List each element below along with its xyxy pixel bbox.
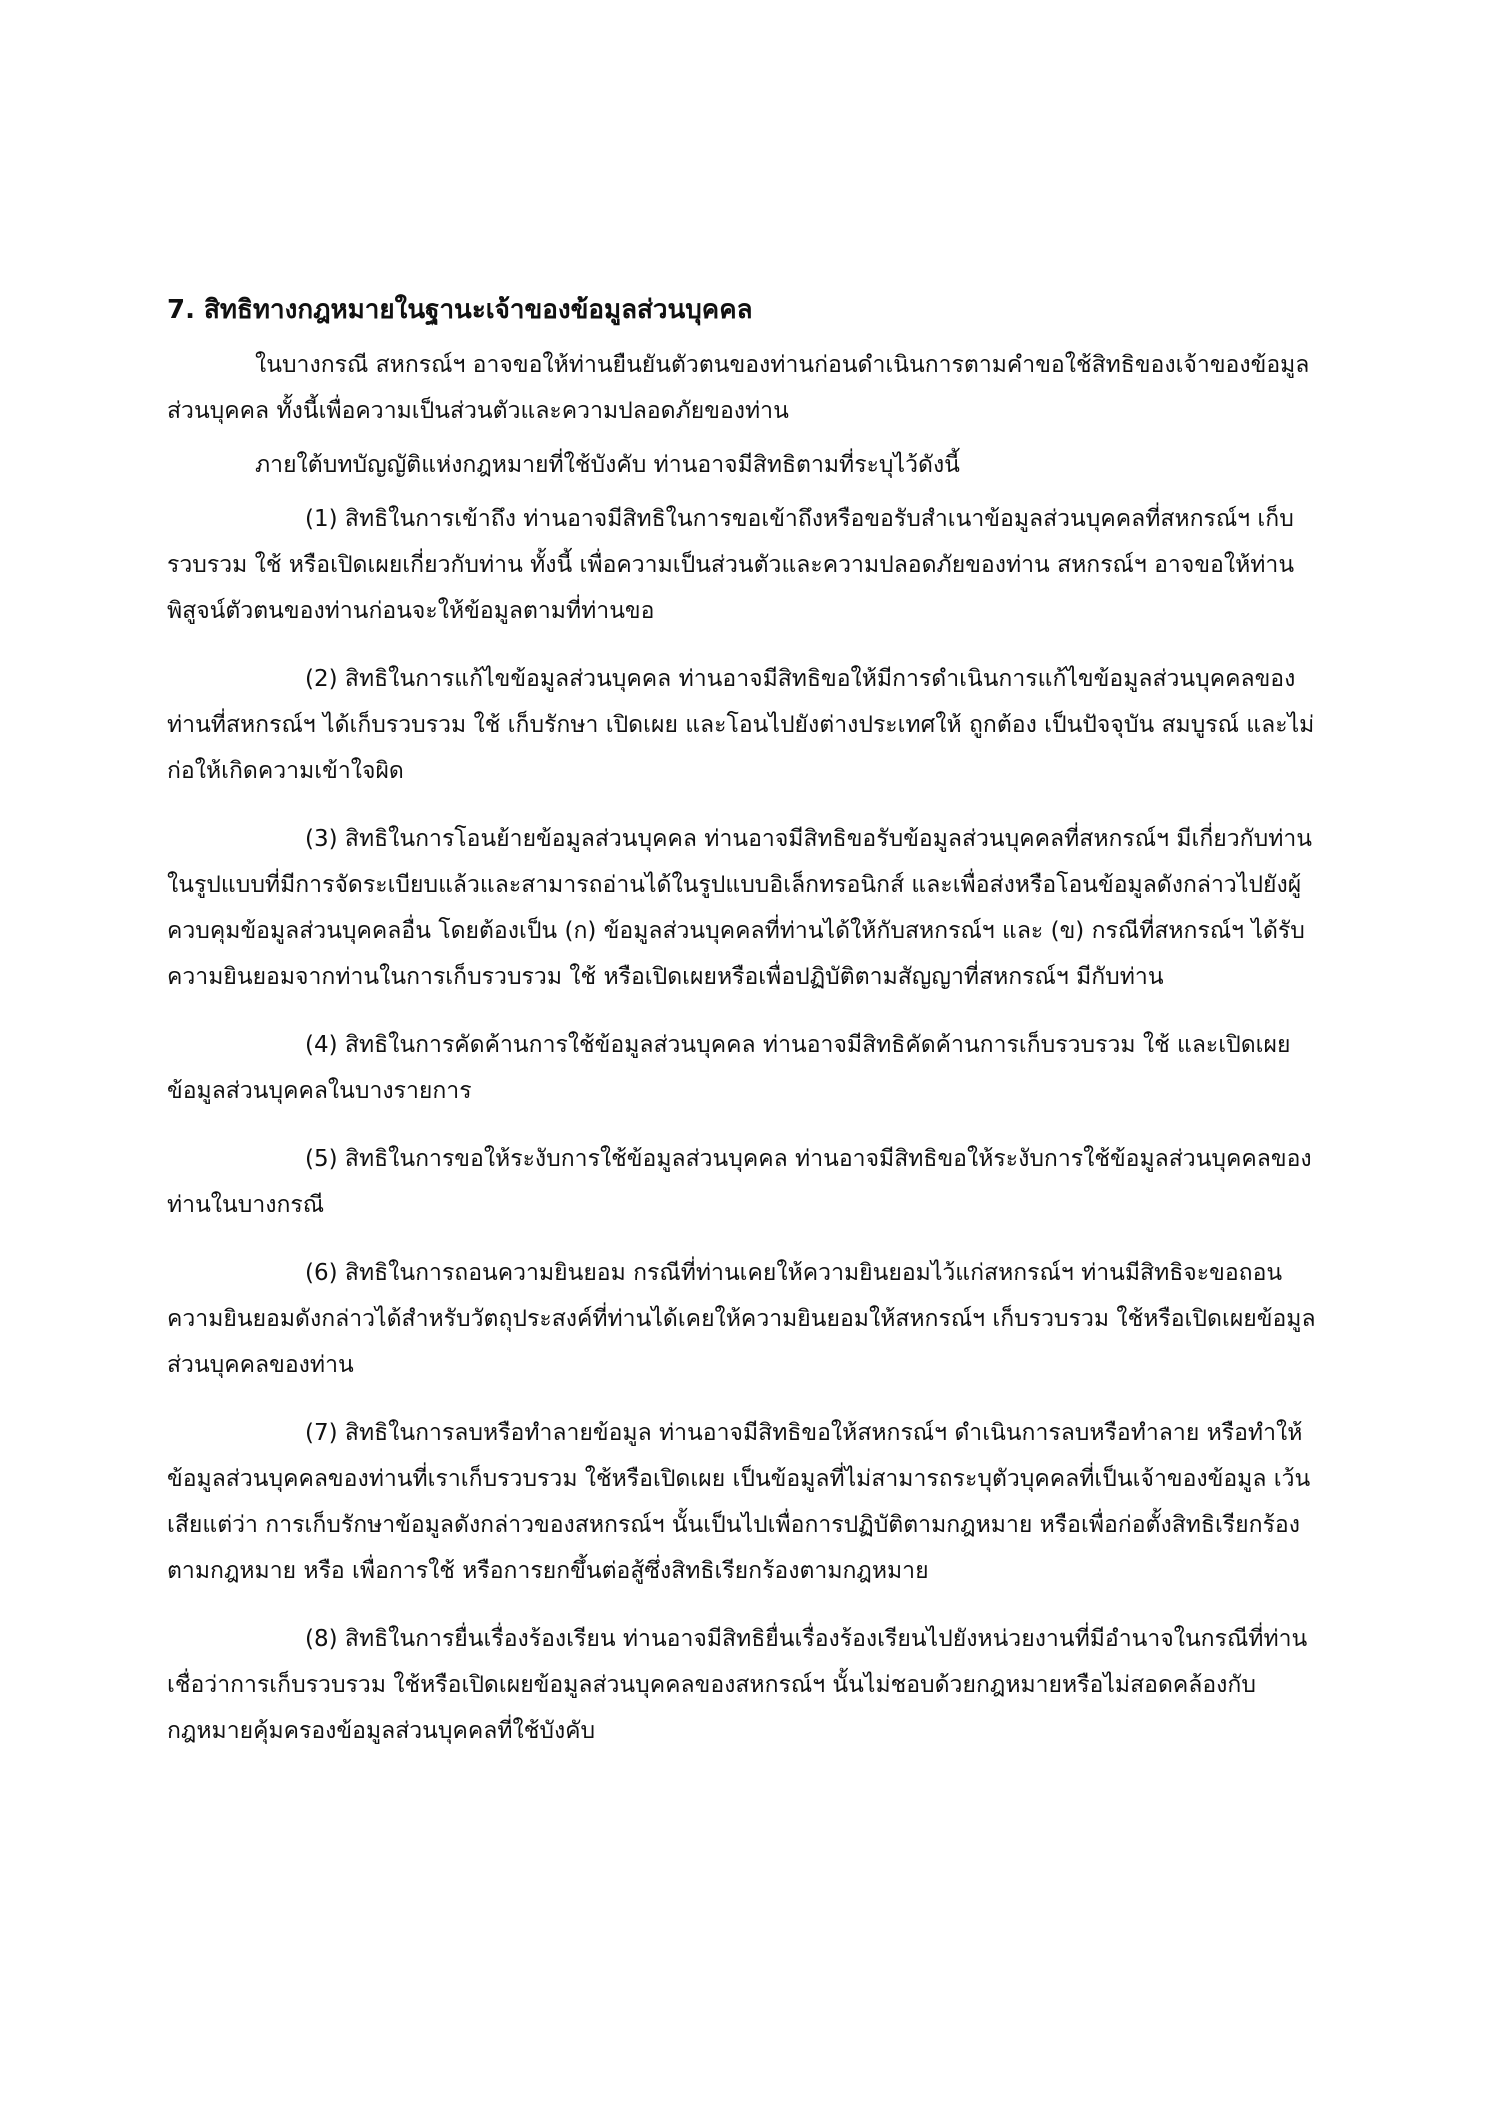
item-number: (2): [305, 666, 338, 692]
right-item-2: [167, 656, 1327, 794]
item-body: ท่านอาจมีสิทธิขอให้มีการดำเนินการแก้ไขข้อมูลส่วนบุคคลของท่านที่สหกรณ์ฯ ได้เก็บรวบรวม ใช้ เก็บรักษา เปิดเผย และโอนไปยังต่างประเทศให้ ถูกต้อง เป็นปัจจุบัน สมบูรณ์ และไม่ก่อให้เกิดความเข้าใจผิด: [167, 666, 1315, 784]
item-body: ท่านอาจมีสิทธิขอให้ระงับการใช้ข้อมูลส่วนบุคคลของท่านในบางกรณี: [167, 1146, 1312, 1218]
right-item-3: [167, 816, 1327, 1000]
intro-paragraph: ในบางกรณี สหกรณ์ฯ อาจขอให้ท่านยืนยันตัวตนของท่านก่อนดำเนินการตามคำขอใช้สิทธิของเจ้าของข้อมูลส่วนบุคคล ทั้งนี้เพื่อความเป็นส่วนตัวและความปลอดภัยของท่าน: [167, 352, 1310, 424]
right-item-8: [167, 1616, 1327, 1754]
right-item-1: [167, 496, 1327, 634]
item-number: (3): [305, 826, 338, 852]
item-title: สิทธิในการลบหรือทำลายข้อมูล: [344, 1420, 652, 1446]
item-title: สิทธิในการขอให้ระงับการใช้ข้อมูลส่วนบุคคล: [344, 1146, 788, 1172]
right-item-7: [167, 1410, 1327, 1594]
item-body: ท่านอาจมีสิทธิในการขอเข้าถึงหรือขอรับสำเนาข้อมูลส่วนบุคคลที่สหกรณ์ฯ เก็บรวบรวม ใช้ หรือเปิดเผยเกี่ยวกับท่าน ทั้งนี้ เพื่อความเป็นส่วนตัวและความปลอดภัยของท่าน สหกรณ์ฯ อาจขอให้ท่านพิสูจน์ตัวตนของท่านก่อนจะให้ข้อมูลตามที่ท่านขอ: [167, 506, 1295, 624]
item-title: สิทธิในการเข้าถึง: [344, 506, 516, 532]
item-body: กรณีที่ท่านเคยให้ความยินยอมไว้แก่สหกรณ์ฯ ท่านมีสิทธิจะขอถอนความยินยอมดังกล่าวได้สำหรับวัตถุประสงค์ที่ท่านได้เคยให้ความยินยอมให้สหกรณ์ฯ เก็บรวบรวม ใช้หรือเปิดเผยข้อมูลส่วนบุคคลของท่าน: [167, 1260, 1316, 1378]
item-title: สิทธิในการคัดค้านการใช้ข้อมูลส่วนบุคคล: [344, 1032, 756, 1058]
item-number: (4): [305, 1032, 338, 1058]
document-content: [167, 290, 1327, 1776]
item-number: (1): [305, 506, 338, 532]
item-body: ท่านอาจมีสิทธิยื่นเรื่องร้องเรียนไปยังหน่วยงานที่มีอำนาจในกรณีที่ท่านเชื่อว่าการเก็บรวบรวม ใช้หรือเปิดเผยข้อมูลส่วนบุคคลของสหกรณ์ฯ นั้นไม่ชอบด้วยกฎหมายหรือไม่สอดคล้องกับกฎหมายคุ้มครองข้อมูลส่วนบุคคลที่ใช้บังคับ: [167, 1626, 1308, 1744]
item-body: ท่านอาจมีสิทธิคัดค้านการเก็บรวบรวม ใช้ และเปิดเผยข้อมูลส่วนบุคคลในบางรายการ: [167, 1032, 1291, 1104]
item-title: สิทธิในการโอนย้ายข้อมูลส่วนบุคคล: [344, 826, 697, 852]
right-item-6: [167, 1250, 1327, 1388]
item-title: สิทธิในการแก้ไขข้อมูลส่วนบุคคล: [344, 666, 672, 692]
item-number: (8): [305, 1626, 338, 1652]
lead-paragraph: ภายใต้บทบัญญัติแห่งกฎหมายที่ใช้บังคับ ท่านอาจมีสิทธิตามที่ระบุไว้ดังนี้: [255, 452, 960, 478]
item-title: สิทธิในการยื่นเรื่องร้องเรียน: [344, 1626, 616, 1652]
section-heading: 7. สิทธิทางกฎหมายในฐานะเจ้าของข้อมูลส่วนบุคคล: [167, 295, 753, 325]
item-title: สิทธิในการถอนความยินยอม: [344, 1260, 626, 1286]
item-number: (6): [305, 1260, 338, 1286]
right-item-4: [167, 1022, 1327, 1114]
item-body: ท่านอาจมีสิทธิขอให้สหกรณ์ฯ ดำเนินการลบหรือทำลาย หรือทำให้ข้อมูลส่วนบุคคลของท่านที่เราเก็บรวบรวม ใช้หรือเปิดเผย เป็นข้อมูลที่ไม่สามารถระบุตัวบุคคลที่เป็นเจ้าของข้อมูล เว้นเสียแต่ว่า การเก็บรักษาข้อมูลดังกล่าวของสหกรณ์ฯ นั้นเป็นไปเพื่อการปฏิบัติตามกฎหมาย หรือเพื่อก่อตั้งสิทธิเรียกร้องตามกฎหมาย หรือ เพื่อการใช้ หรือการยกขึ้นต่อสู้ซึ่งสิทธิเรียกร้องตามกฎหมาย: [167, 1420, 1311, 1584]
item-number: (5): [305, 1146, 338, 1172]
item-number: (7): [305, 1420, 338, 1446]
item-body: ท่านอาจมีสิทธิขอรับข้อมูลส่วนบุคคลที่สหกรณ์ฯ มีเกี่ยวกับท่านในรูปแบบที่มีการจัดระเบียบแล้วและสามารถอ่านได้ในรูปแบบอิเล็กทรอนิกส์ และเพื่อส่งหรือโอนข้อมูลดังกล่าวไปยังผู้ควบคุมข้อมูลส่วนบุคคลอื่น โดยต้องเป็น (ก) ข้อมูลส่วนบุคคลที่ท่านได้ให้กับสหกรณ์ฯ และ (ข) กรณีที่สหกรณ์ฯ ได้รับความยินยอมจากท่านในการเก็บรวบรวม ใช้ หรือเปิดเผยหรือเพื่อปฏิบัติตามสัญญาที่สหกรณ์ฯ มีกับท่าน: [167, 826, 1312, 990]
right-item-5: [167, 1136, 1327, 1228]
